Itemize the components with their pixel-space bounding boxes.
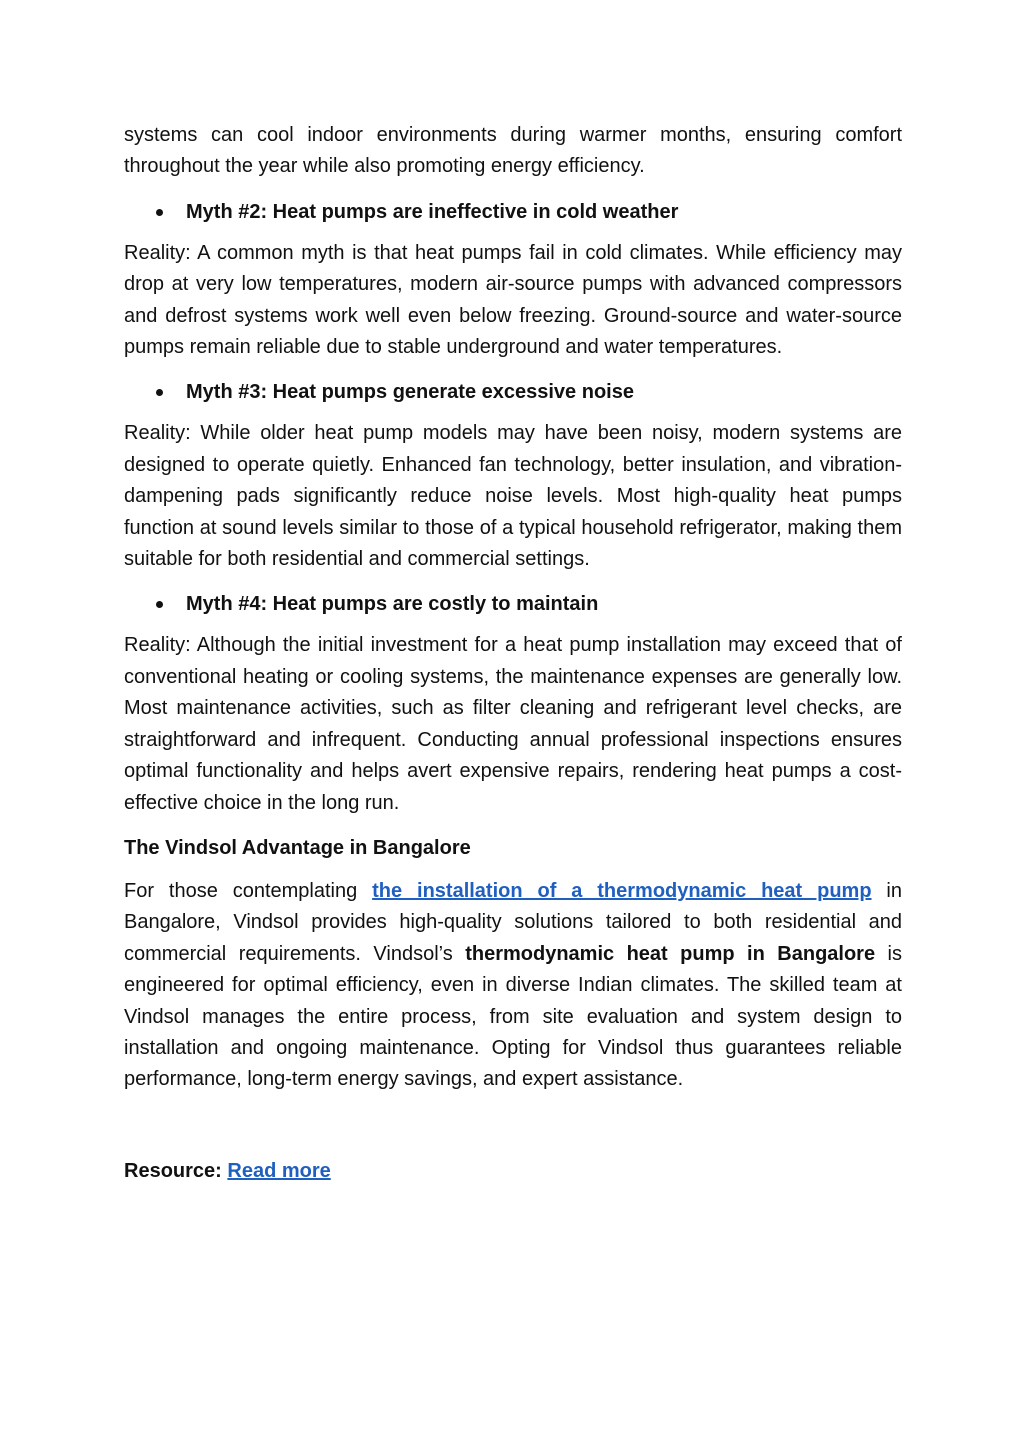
advantage-text-end: is engineered for optimal efficiency, even in diverse Indian climates. The skilled team at Vindsol manages the entire process, from site evaluation and system design to installation and ongoing maintenance. Opting for Vindsol thus guarantees reliable performance, long-term energy savings, and expert assistance. xyxy=(124,942,902,1091)
myth-3-reality: Reality: While older heat pump models may have been noisy, modern systems are designed to operate quietly. Enhanced fan technology, better insulation, and vibration-dampening pads significantly reduce noise levels. Most high-quality heat pumps function at sound levels similar to those of a typical household refrigerator, making them suitable for both residential and commercial settings. xyxy=(124,422,902,571)
resource-line xyxy=(124,1156,902,1187)
myth-3-bullet xyxy=(156,377,902,408)
advantage-text-start: For those contemplating xyxy=(124,879,373,902)
resource-label: Resource: xyxy=(124,1159,222,1182)
myth-4-reality: Reality: Although the initial investment for a heat pump installation may exceed that of conventional heating or cooling systems, the maintenance expenses are generally low. Most maintenance activities, such as filter cleaning and refrigerant level checks, are straightforward and infrequent. Conducting annual professional inspections ensures optimal functionality and helps avert expensive repairs, rendering heat pumps a cost-effective choice in the long run. xyxy=(124,634,902,814)
myth-2-bullet xyxy=(156,197,902,228)
bullet-dot-icon xyxy=(156,209,163,216)
advantage-text-middle: in Bangalore, Vindsol provides high-quality solutions tailored to both residential and commercial requirements. Vindsol’s xyxy=(124,879,902,965)
myth-4-title: Myth #4: Heat pumps are costly to maintain xyxy=(186,593,599,616)
bullet-dot-icon xyxy=(156,389,163,396)
section-heading: The Vindsol Advantage in Bangalore xyxy=(124,836,471,859)
myth-2-reality: Reality: A common myth is that heat pumps fail in cold climates. While efficiency may drop at very low temperatures, modern air-source pumps with advanced compressors and defrost systems work well even below freezing. Ground-source and water-source pumps remain reliable due to stable underground and water temperatures. xyxy=(124,241,902,359)
document-page xyxy=(124,120,902,1187)
myth-2-title: Myth #2: Heat pumps are ineffective in cold weather xyxy=(186,200,679,223)
intro-paragraph: systems can cool indoor environments during warmer months, ensuring comfort throughout the year while also promoting energy efficiency. xyxy=(124,124,902,178)
advantage-paragraph xyxy=(124,876,902,1096)
myth-4-bullet xyxy=(156,589,902,620)
installation-link[interactable]: the installation of a thermodynamic heat pump xyxy=(372,879,872,902)
advantage-bold-text: thermodynamic heat pump in Bangalore xyxy=(465,942,876,965)
myth-3-title: Myth #3: Heat pumps generate excessive noise xyxy=(186,381,634,404)
read-more-link[interactable]: Read more xyxy=(227,1159,331,1182)
bullet-dot-icon xyxy=(156,601,163,608)
